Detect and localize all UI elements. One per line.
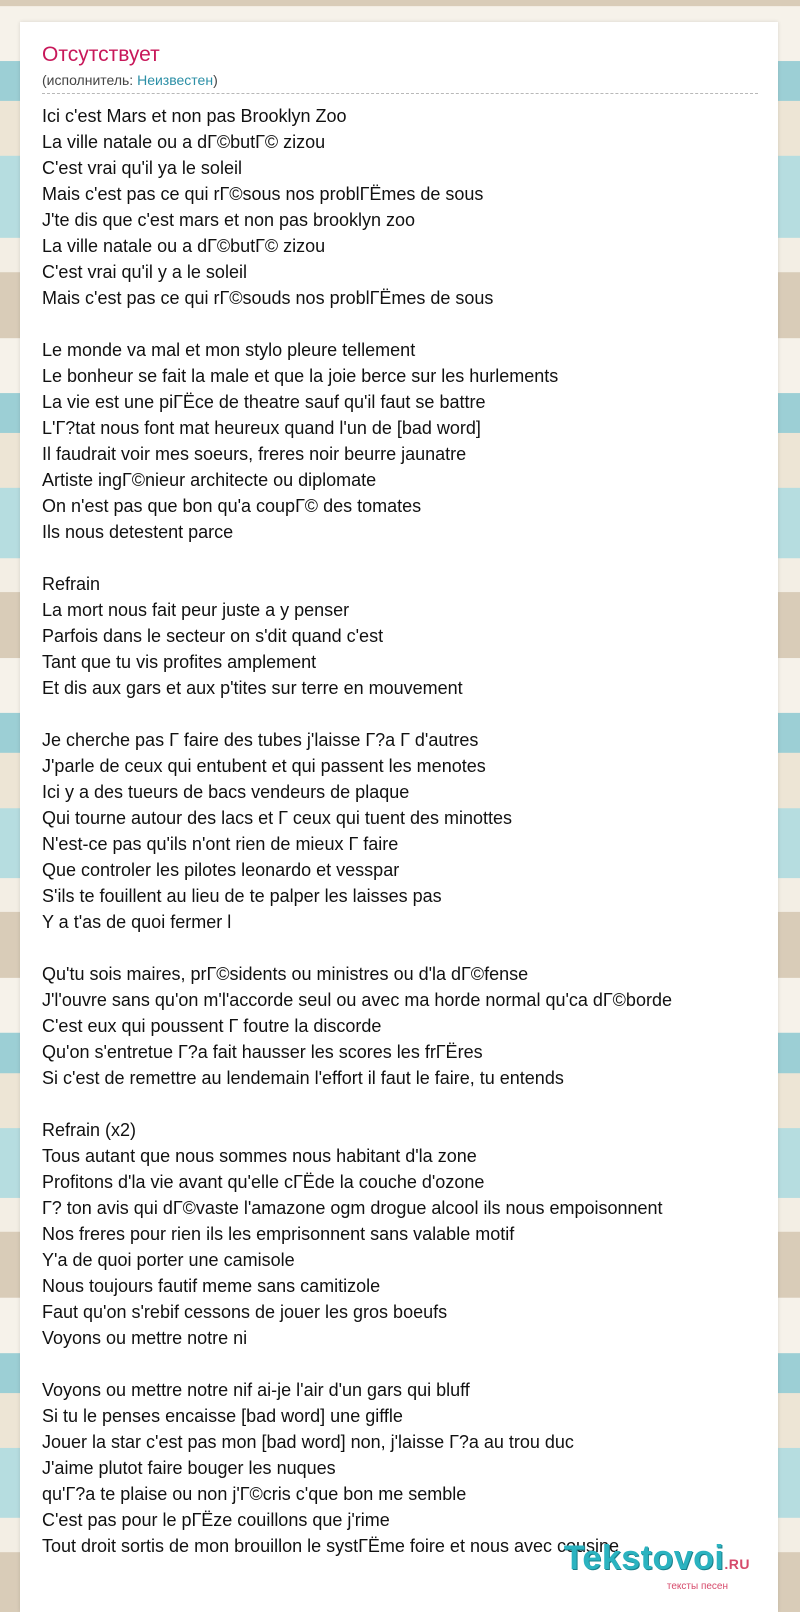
lyric-line: qu'Г?a te plaise ou non j'Г©cris c'que bon me semble: [42, 1484, 467, 1504]
lyric-line: Voyons ou mettre notre ni: [42, 1328, 248, 1348]
lyric-line: Je cherche pas Г faire des tubes j'laisse Г?a Г d'autres: [42, 730, 479, 750]
lyric-line: Et dis aux gars et aux p'tites sur terre en mouvement: [42, 678, 463, 698]
artist-prefix: (исполнитель:: [42, 72, 138, 88]
lyric-line: Refrain (x2): [42, 1120, 137, 1140]
lyric-line: Profitons d'la vie avant qu'elle cГЁde la couche d'ozone: [42, 1172, 485, 1192]
lyric-line: Y'a de quoi porter une camisole: [42, 1250, 295, 1270]
artist-suffix: ): [213, 72, 218, 88]
lyric-line: J'aime plutot faire bouger les nuques: [42, 1458, 336, 1478]
logo-tagline: тексты песен: [666, 1581, 728, 1592]
stanza-break: [42, 311, 762, 337]
stanza-break: [42, 1091, 762, 1117]
lyric-line: Jouer la star c'est pas mon [bad word] non, j'laisse Г?a au trou duc: [42, 1432, 574, 1452]
lyric-line: Refrain: [42, 574, 101, 594]
lyric-line: Tous autant que nous sommes nous habitant d'la zone: [42, 1146, 477, 1166]
lyric-line: Tant que tu vis profites amplement: [42, 652, 317, 672]
lyric-line: N'est-ce pas qu'ils n'ont rien de mieux Г faire: [42, 834, 399, 854]
lyric-line: La vie est une piГЁce de theatre sauf qu'il faut se battre: [42, 392, 486, 412]
lyric-line: Tout droit sortis de mon brouillon le systГЁme foire et nous avec cousine: [42, 1536, 620, 1556]
logo-brand: Tekstovoi: [563, 1539, 725, 1577]
lyric-line: Ici y a des tueurs de bacs vendeurs de plaque: [42, 782, 410, 802]
lyric-line: Г? ton avis qui dГ©vaste l'amazone ogm drogue alcool ils nous empoisonnent: [42, 1198, 663, 1218]
stanza-break: [42, 1351, 762, 1377]
lyric-line: Qu'tu sois maires, prГ©sidents ou ministres ou d'la dГ©fense: [42, 964, 529, 984]
lyric-line: Ils nous detestent parce: [42, 522, 234, 542]
lyric-line: Artiste ingГ©nieur architecte ou diplomate: [42, 470, 377, 490]
lyric-line: On n'est pas que bon qu'a coupГ© des tomates: [42, 496, 422, 516]
lyric-line: Qu'on s'entretue Г?a fait hausser les scores les frГЁres: [42, 1042, 483, 1062]
lyric-line: J'parle de ceux qui entubent et qui passent les menotes: [42, 756, 486, 776]
lyric-line: Nous toujours fautif meme sans camitizole: [42, 1276, 381, 1296]
lyric-line: S'ils te fouillent au lieu de te palper les laisses pas: [42, 886, 442, 906]
lyrics-body: [42, 103, 762, 1559]
stanza-break: [42, 701, 762, 727]
logo-wordmark: [564, 1541, 750, 1581]
lyric-line: Voyons ou mettre notre nif ai-je l'air d'un gars qui bluff: [42, 1380, 470, 1400]
stanza-break: [42, 935, 762, 961]
lyric-line: Il faudrait voir mes soeurs, freres noir beurre jaunatre: [42, 444, 467, 464]
lyric-line: Parfois dans le secteur on s'dit quand c'est: [42, 626, 384, 646]
lyric-line: J'te dis que c'est mars et non pas brooklyn zoo: [42, 210, 416, 230]
artist-line: [42, 71, 218, 89]
lyric-line: Si tu le penses encaisse [bad word] une giffle: [42, 1406, 403, 1426]
lyric-line: Que controler les pilotes leonardo et vesspar: [42, 860, 400, 880]
lyric-line: C'est pas pour le pГЁze couillons que j'rime: [42, 1510, 390, 1530]
lyric-line: La ville natale ou a dГ©butГ© zizou: [42, 132, 326, 152]
logo-tld: .RU: [724, 1556, 750, 1572]
lyric-line: La mort nous fait peur juste a y penser: [42, 600, 350, 620]
lyric-line: L'Г?tat nous font mat heureux quand l'un de [bad word]: [42, 418, 481, 438]
lyric-line: Y a t'as de quoi fermer l: [42, 912, 232, 932]
lyric-line: Le bonheur se fait la male et que la joie berce sur les hurlements: [42, 366, 559, 386]
lyric-line: Mais c'est pas ce qui rГ©sous nos problГЁmes de sous: [42, 184, 484, 204]
lyric-line: Qui tourne autour des lacs et Г ceux qui tuent des minottes: [42, 808, 513, 828]
lyric-line: Mais c'est pas ce qui rГ©souds nos problГЁmes de sous: [42, 288, 494, 308]
lyric-line: Si c'est de remettre au lendemain l'effort il faut le faire, tu entends: [42, 1068, 564, 1088]
artist-link[interactable]: Неизвестен: [137, 72, 214, 88]
lyric-line: La ville natale ou a dГ©butГ© zizou: [42, 236, 326, 256]
lyric-line: J'l'ouvre sans qu'on m'l'accorde seul ou avec ma horde normal qu'ca dГ©borde: [42, 990, 672, 1010]
lyric-line: C'est eux qui poussent Г foutre la discorde: [42, 1016, 382, 1036]
lyric-line: Faut qu'on s'rebif cessons de jouer les gros boeufs: [42, 1302, 448, 1322]
lyric-line: C'est vrai qu'il ya le soleil: [42, 158, 242, 178]
song-title: Отсутствует: [42, 43, 160, 66]
stanza-break: [42, 545, 762, 571]
lyric-line: Le monde va mal et mon stylo pleure tellement: [42, 340, 416, 360]
lyric-line: Nos freres pour rien ils les emprisonnent sans valable motif: [42, 1224, 515, 1244]
site-logo[interactable]: [564, 1541, 750, 1592]
title-divider: [42, 93, 758, 94]
lyric-line: Ici c'est Mars et non pas Brooklyn Zoo: [42, 106, 347, 126]
lyrics-card: [20, 22, 778, 1612]
lyric-line: C'est vrai qu'il y a le soleil: [42, 262, 247, 282]
